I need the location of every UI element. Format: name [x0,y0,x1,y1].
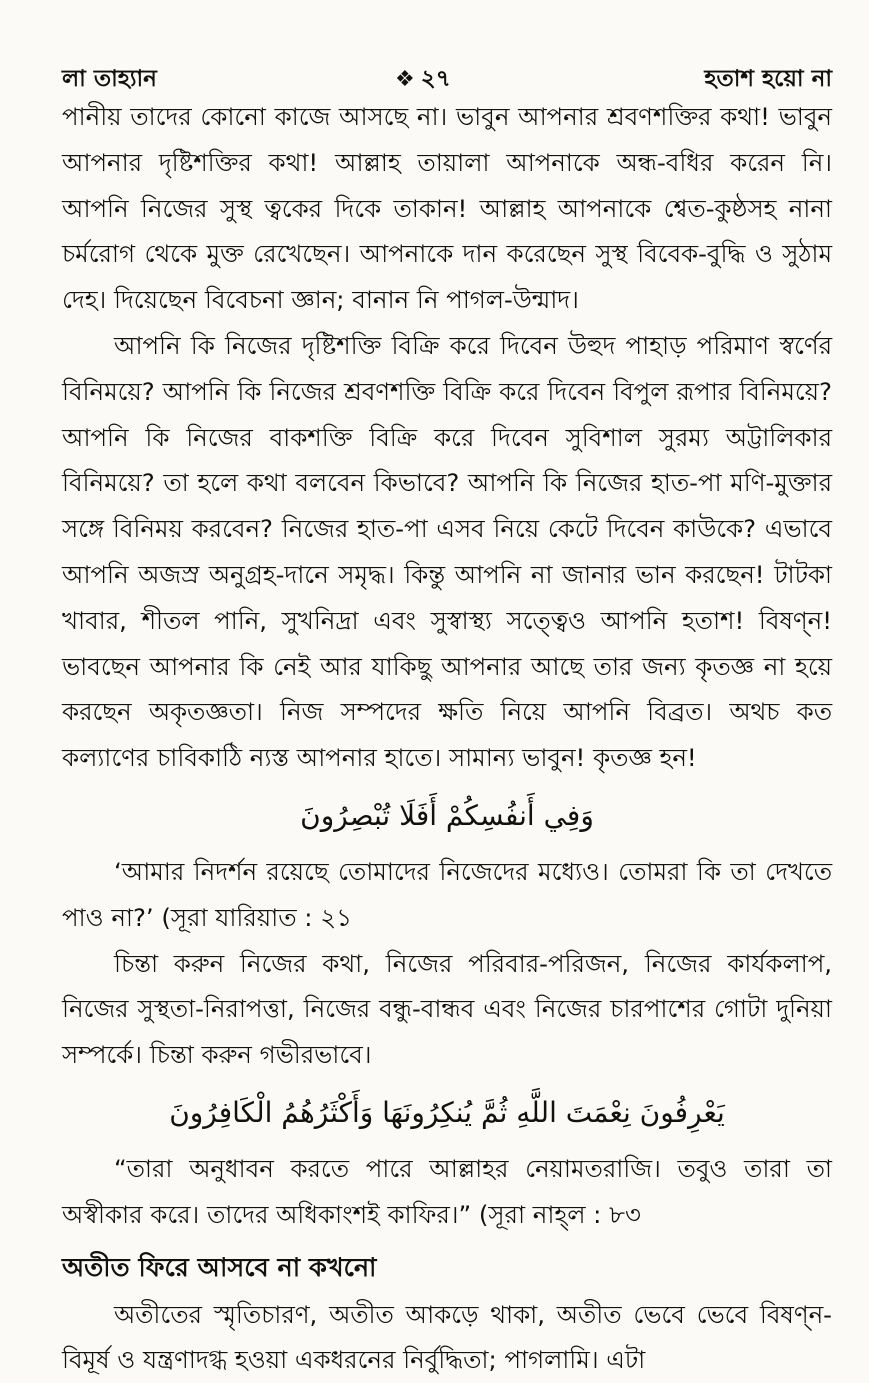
arabic-verse-1: وَفِي أَنفُسِكُمْ أَفَلَا تُبْصِرُونَ [300,798,594,832]
section-heading: অতীত ফিরে আসবে না কখনো [62,1252,377,1283]
paragraph-4: চিন্তা করুন নিজের কথা, নিজের পরিবার-পরিজন, নিজের কার্যকলাপ, নিজের সুস্থতা-নিরাপত্তা, নিজের বন্ধু-বান্ধব এবং নিজের চারপাশের গোটা দুনিয়া সম্পর্কে। চিন্তা করুন গভীরভাবে। [62,948,832,1070]
header-chapter-title: হতাশ হয়ো না [704,66,832,92]
page-number: ২৭ [420,66,451,92]
paragraph-3: ‘আমার নিদর্শন রয়েছে তোমাদের নিজেদের মধ্যেও। তোমরা কি তা দেখতে পাও না?’ (সূরা যারিয়াত : ২১ [62,856,832,932]
running-header [62,52,832,94]
paragraph-1: পানীয় তাদের কোনো কাজে আসছে না। ভাবুন আপনার শ্রবণশক্তির কথা! ভাবুন আপনার দৃষ্টিশক্তির কথা! আল্লাহ তায়ালা আপনাকে অন্ধ-বধির করেন নি। আপনি নিজের সুস্থ ত্বকের দিকে তাকান! আল্লাহ আপনাকে শ্বেত-কুষ্ঠসহ নানা চর্মরোগ থেকে মুক্ত রেখেছেন। আপনাকে দান করেছেন সুস্থ বিবেক-বুদ্ধি ও সুঠাম দেহ। দিয়েছেন বিবেচনা জ্ঞান; বানান নি পাগল-উন্মাদ। [62,102,832,315]
header-book-title: লা তাহ্যান [62,66,157,92]
paragraph-2: আপনি কি নিজের দৃষ্টিশক্তি বিক্রি করে দিবেন উহুদ পাহাড় পরিমাণ স্বর্ণের বিনিময়ে? আপনি কি নিজের শ্রবণশক্তি বিক্রি করে দিবেন বিপুল রূপার বিনিময়ে? আপনি কি নিজের বাকশক্তি বিক্রি করে দিবেন সুবিশাল সুরম্য অট্টালিকার বিনিময়ে? তা হলে কথা বলবেন কিভাবে? আপনি কি নিজের হাত-পা মণি-মুক্তার সঙ্গে বিনিময় করবেন? নিজের হাত-পা এসব নিয়ে কেটে দিবেন কাউকে? এভাবে আপনি অজস্র অনুগ্রহ-দানে সমৃদ্ধ। কিন্তু আপনি না জানার ভান করছেন! টাটকা খাবার, শীতল পানি, সুখনিদ্রা এবং সুস্বাস্থ্য সত্ত্বেও আপনি হতাশ! বিষণ্ন! ভাবছেন আপনার কি নেই আর যাকিছু আপনার আছে তার জন্য কৃতজ্ঞ না হয়ে করছেন অকৃতজ্ঞতা। নিজ সম্পদের ক্ষতি নিয়ে আপনি বিব্রত। অথচ কত কল্যাণের চাবিকাঠি ন্যস্ত আপনার হাতে। সামান্য ভাবুন! কৃতজ্ঞ হন! [62,330,832,773]
arabic-verse-2: يَعْرِفُونَ نِعْمَتَ اللَّهِ ثُمَّ يُنكِرُونَهَا وَأَكْثَرُهُمُ الْكَافِرُونَ [169,1095,725,1129]
header-page-number [395,60,451,99]
book-page [62,52,832,1383]
paragraph-6: অতীতের স্মৃতিচারণ, অতীত আকড়ে থাকা, অতীত ভেবে ভেবে বিষণ্ন-বিমূর্ষ ও যন্ত্রণাদগ্ধ হওয়া একধরনের নির্বুদ্ধিতা; পাগলামি। এটা [62,1299,832,1375]
ornament-icon: ❖ [395,67,415,92]
paragraph-5: “তারা অনুধাবন করতে পারে আল্লাহর নেয়ামতরাজি। তবুও তারা তা অস্বীকার করে। তাদের অধিকাংশই কাফির।” (সূরা নাহ্‌ল : ৮৩ [62,1153,832,1229]
